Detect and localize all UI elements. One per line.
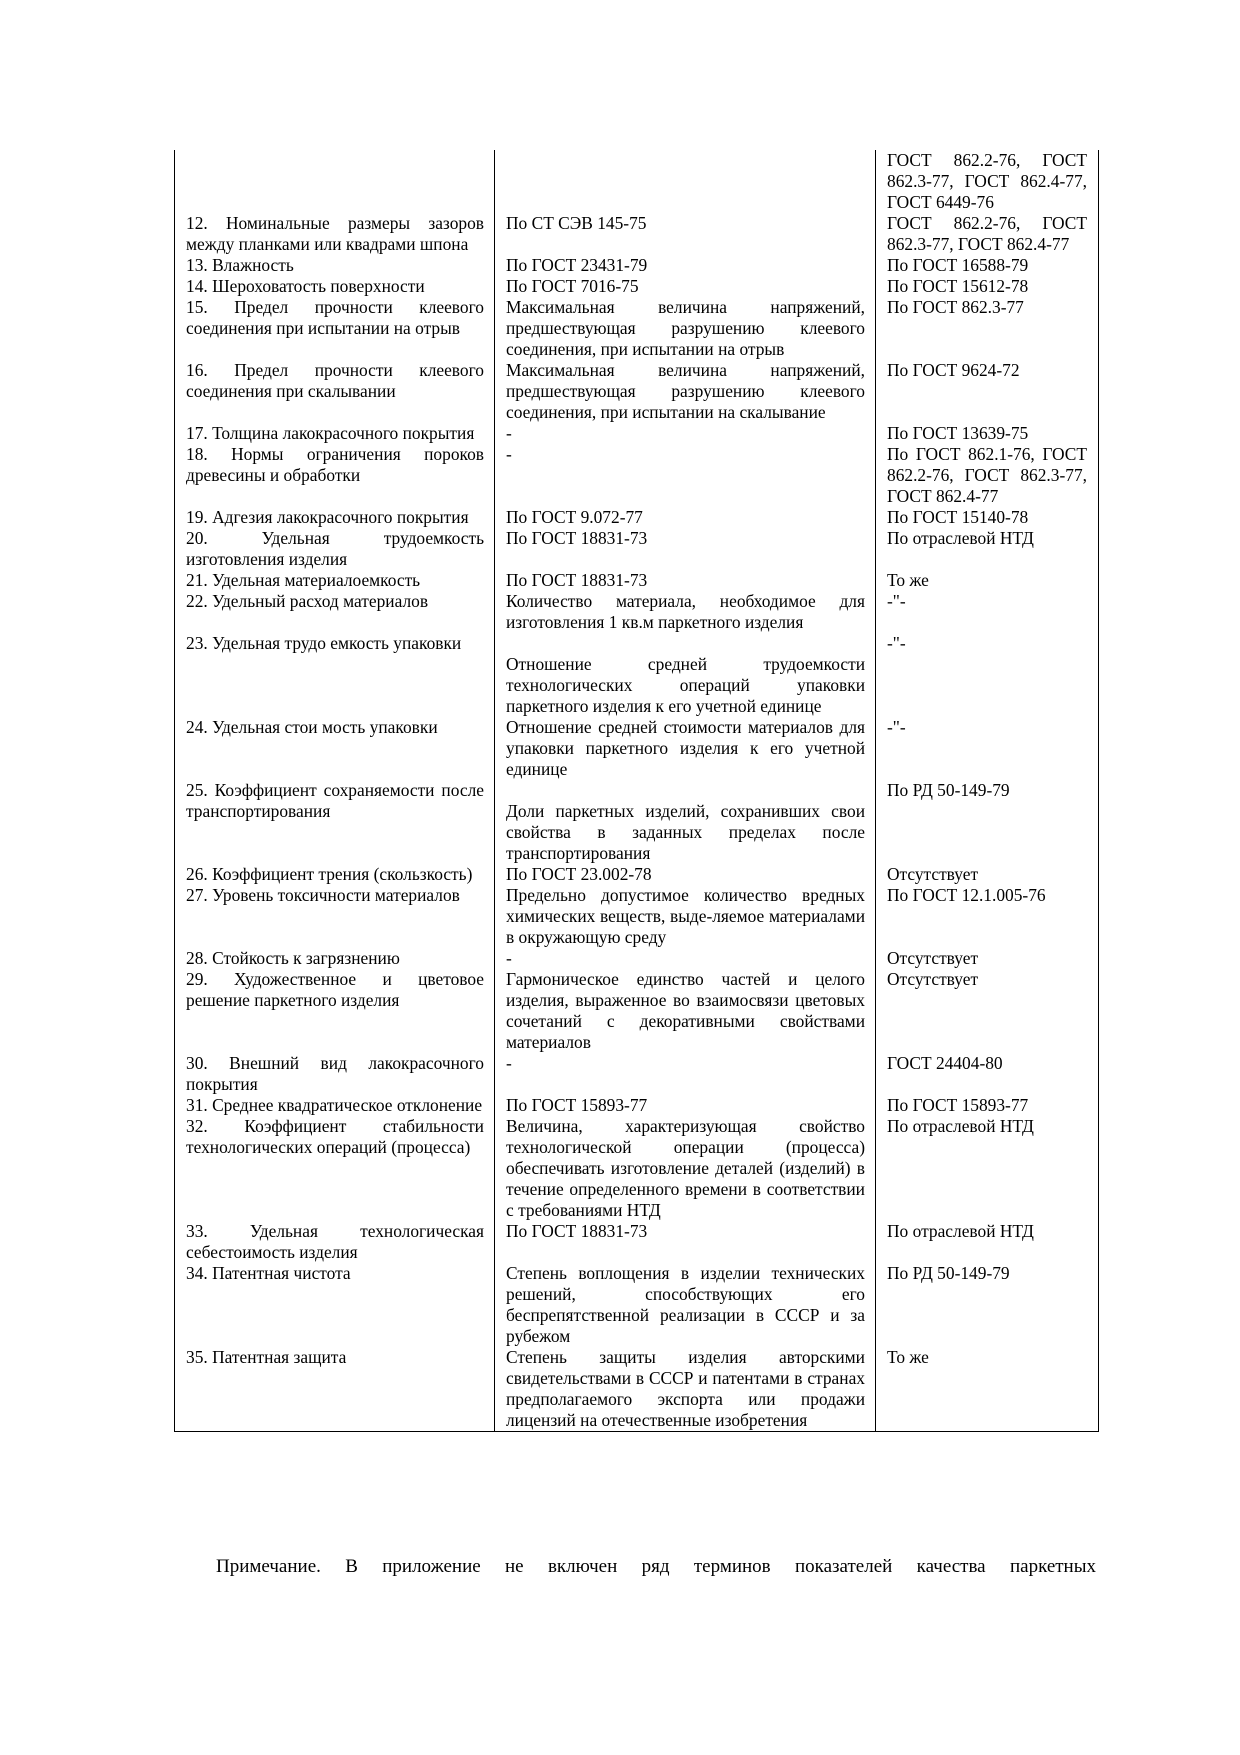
test-method-text: -"-	[887, 591, 906, 611]
table-row	[175, 570, 1099, 591]
indicator-definition-text: По СТ СЭВ 145-75	[506, 213, 647, 233]
table-row	[175, 150, 1099, 213]
test-method-text: По ГОСТ 15140-78	[887, 507, 1029, 527]
indicator-name-text: 21. Удельная материалоемкость	[186, 570, 421, 590]
indicator-name-cell	[175, 864, 495, 885]
indicator-name-cell	[175, 633, 495, 717]
test-method-text: По ГОСТ 15612-78	[887, 276, 1029, 296]
indicator-definition-text: Степень защиты изделия авторскими свидетельствами в СССР и патентами в странах предполагаемого экспорта или продажи лицензий на отечественные изобретения	[506, 1347, 865, 1430]
indicator-definition-cell	[495, 1221, 876, 1263]
indicator-name-text: 28. Стойкость к загрязнению	[186, 948, 400, 968]
indicator-definition-text: Доли паркетных изделий, сохранивших свои свойства в заданных пределах после транспортирования	[506, 801, 865, 863]
test-method-cell	[876, 423, 1099, 444]
indicator-definition-text: По ГОСТ 23.002-78	[506, 864, 652, 884]
test-method-cell	[876, 528, 1099, 570]
test-method-cell	[876, 255, 1099, 276]
table-row	[175, 633, 1099, 717]
indicator-name-cell	[175, 1095, 495, 1116]
indicator-name-cell	[175, 570, 495, 591]
test-method-cell	[876, 1347, 1099, 1432]
test-method-cell	[876, 1053, 1099, 1095]
test-method-cell	[876, 633, 1099, 717]
test-method-text: По ГОСТ 9624-72	[887, 360, 1020, 380]
test-method-cell	[876, 1116, 1099, 1221]
test-method-cell	[876, 969, 1099, 1053]
indicator-definition-cell	[495, 969, 876, 1053]
table-row	[175, 255, 1099, 276]
indicator-name-text: 27. Уровень токсичности материалов	[186, 885, 460, 905]
indicator-name-text: 35. Патентная защита	[186, 1347, 347, 1367]
indicator-name-cell	[175, 717, 495, 780]
indicator-definition-cell	[495, 948, 876, 969]
test-method-cell	[876, 213, 1099, 255]
indicator-name-cell	[175, 1347, 495, 1432]
test-method-cell	[876, 1263, 1099, 1347]
table-row	[175, 1116, 1099, 1221]
indicator-definition-text: -	[506, 948, 512, 968]
table-row	[175, 780, 1099, 864]
footnote: Примечание. В приложение не включен ряд терминов показателей качества паркетных	[216, 1556, 1096, 1577]
table-row	[175, 360, 1099, 423]
test-method-cell	[876, 570, 1099, 591]
indicator-name-cell	[175, 591, 495, 633]
indicator-name-cell	[175, 444, 495, 507]
test-method-cell	[876, 1221, 1099, 1263]
indicator-name-text: 29. Художественное и цветовое решение паркетного изделия	[186, 969, 484, 1010]
test-method-cell	[876, 1095, 1099, 1116]
indicator-name-text: 32. Коэффициент стабильности технологических операций (процесса)	[186, 1116, 484, 1157]
indicator-name-cell	[175, 150, 495, 213]
indicator-definition-text: Отношение средней стоимости материалов для упаковки паркетного изделия к его учетной единице	[506, 717, 865, 779]
indicator-definition-text: Максимальная величина напряжений, предшествующая разрушению клеевого соединения, при испытании на отрыв	[506, 297, 865, 359]
quality-indicators-table	[174, 150, 1099, 1432]
table-row	[175, 948, 1099, 969]
table-row	[175, 213, 1099, 255]
indicator-definition-text: -	[506, 423, 512, 443]
indicator-name-cell	[175, 969, 495, 1053]
test-method-cell	[876, 360, 1099, 423]
test-method-cell	[876, 885, 1099, 948]
test-method-text: По отраслевой НТД	[887, 1116, 1034, 1136]
test-method-text: ГОСТ 862.2-76, ГОСТ 862.3-77, ГОСТ 862.4-77, ГОСТ 6449-76	[887, 150, 1087, 212]
test-method-cell	[876, 276, 1099, 297]
indicator-name-cell	[175, 1221, 495, 1263]
indicator-name-text: 20. Удельная трудоемкость изготовления изделия	[186, 528, 484, 569]
indicator-definition-text: Степень воплощения в изделии технических решений, способствующих его беспрепятственной реализации в СССР и за рубежом	[506, 1263, 865, 1346]
indicator-name-cell	[175, 360, 495, 423]
indicator-definition-cell	[495, 780, 876, 864]
indicator-definition-cell	[495, 360, 876, 423]
indicator-name-text: 33. Удельная технологическая себестоимость изделия	[186, 1221, 484, 1262]
indicator-definition-text: По ГОСТ 23431-79	[506, 255, 648, 275]
table-body	[175, 150, 1099, 1432]
test-method-text: По отраслевой НТД	[887, 1221, 1034, 1241]
test-method-cell	[876, 591, 1099, 633]
table-row	[175, 297, 1099, 360]
table-row	[175, 423, 1099, 444]
table-row	[175, 507, 1099, 528]
indicator-definition-text: По ГОСТ 18831-73	[506, 1221, 648, 1241]
table-row	[175, 1053, 1099, 1095]
indicator-name-text: 15. Предел прочности клеевого соединения при испытании на отрыв	[186, 297, 484, 338]
indicator-name-text: 30. Внешний вид лакокрасочного покрытия	[186, 1053, 484, 1094]
test-method-text: По отраслевой НТД	[887, 528, 1034, 548]
indicator-definition-cell	[495, 276, 876, 297]
indicator-name-text: 31. Среднее квадратическое отклонение	[186, 1095, 483, 1115]
indicator-definition-cell	[495, 1116, 876, 1221]
indicator-name-text: 23. Удельная трудо емкость упаковки	[186, 633, 462, 653]
test-method-text: То же	[887, 570, 929, 590]
test-method-text: По РД 50-149-79	[887, 1263, 1010, 1283]
indicator-name-text: 24. Удельная стои мость упаковки	[186, 717, 438, 737]
indicator-definition-cell	[495, 150, 876, 213]
indicator-name-text: 14. Шероховатость поверхности	[186, 276, 425, 296]
table-row	[175, 528, 1099, 570]
indicator-definition-cell	[495, 591, 876, 633]
indicator-name-text: 16. Предел прочности клеевого соединения при скалывании	[186, 360, 484, 401]
test-method-cell	[876, 444, 1099, 507]
indicator-name-cell	[175, 1116, 495, 1221]
indicator-definition-cell	[495, 1095, 876, 1116]
indicator-name-text: 18. Нормы ограничения пороков древесины и обработки	[186, 444, 484, 485]
indicator-definition-text: Величина, характеризующая свойство технологической операции (процесса) обеспечивать изготовление деталей (изделий) в течение определенного времени в соответствии с требованиями НТД	[506, 1116, 865, 1220]
indicator-definition-text: Отношение средней трудоемкости технологических операций упаковки паркетного изделия к его учетной единице	[506, 654, 865, 716]
indicator-definition-cell	[495, 297, 876, 360]
table-row	[175, 864, 1099, 885]
test-method-cell	[876, 717, 1099, 780]
indicator-definition-text: По ГОСТ 7016-75	[506, 276, 639, 296]
table-row	[175, 885, 1099, 948]
indicator-definition-cell	[495, 1053, 876, 1095]
test-method-cell	[876, 948, 1099, 969]
indicator-name-text: 12. Номинальные размеры зазоров между планками или квадрами шпона	[186, 213, 484, 254]
test-method-text: По ГОСТ 12.1.005-76	[887, 885, 1046, 905]
indicator-definition-text: Гармоническое единство частей и целого изделия, выраженное во взаимосвязи цветовых сочетаний с декоративными свойствами материалов	[506, 969, 865, 1052]
test-method-text: По ГОСТ 16588-79	[887, 255, 1029, 275]
indicator-name-cell	[175, 1263, 495, 1347]
table-row	[175, 969, 1099, 1053]
test-method-text: ГОСТ 24404-80	[887, 1053, 1003, 1073]
table-row	[175, 591, 1099, 633]
indicator-name-text: 13. Влажность	[186, 255, 294, 275]
table-row	[175, 444, 1099, 507]
indicator-definition-cell	[495, 507, 876, 528]
indicator-name-text: 19. Адгезия лакокрасочного покрытия	[186, 507, 469, 527]
indicator-name-cell	[175, 528, 495, 570]
test-method-text: -"-	[887, 717, 906, 737]
test-method-text: По ГОСТ 15893-77	[887, 1095, 1029, 1115]
test-method-cell	[876, 297, 1099, 360]
indicator-name-text: 25. Коэффициент сохраняемости после транспортирования	[186, 780, 484, 821]
indicator-definition-text: Количество материала, необходимое для изготовления 1 кв.м паркетного изделия	[506, 591, 865, 632]
indicator-definition-cell	[495, 717, 876, 780]
indicator-definition-cell	[495, 1347, 876, 1432]
indicator-definition-cell	[495, 1263, 876, 1347]
indicator-definition-cell	[495, 885, 876, 948]
indicator-name-cell	[175, 507, 495, 528]
test-method-text: Отсутствует	[887, 948, 979, 968]
test-method-cell	[876, 780, 1099, 864]
indicator-name-cell	[175, 213, 495, 255]
indicator-definition-text: -	[506, 1053, 512, 1073]
indicator-name-text: 17. Толщина лакокрасочного покрытия	[186, 423, 475, 443]
indicator-definition-text: По ГОСТ 15893-77	[506, 1095, 648, 1115]
indicator-name-cell	[175, 297, 495, 360]
indicator-definition-cell	[495, 864, 876, 885]
indicator-name-cell	[175, 423, 495, 444]
indicator-name-text: 34. Патентная чистота	[186, 1263, 351, 1283]
table-row	[175, 717, 1099, 780]
indicator-definition-cell	[495, 570, 876, 591]
indicator-definition-text: По ГОСТ 18831-73	[506, 528, 648, 548]
indicator-name-cell	[175, 276, 495, 297]
indicator-name-cell	[175, 948, 495, 969]
indicator-name-text: 26. Коэффициент трения (скользкость)	[186, 864, 473, 884]
indicator-definition-cell	[495, 213, 876, 255]
indicator-name-cell	[175, 780, 495, 864]
table-row	[175, 1263, 1099, 1347]
indicator-name-text: 22. Удельный расход материалов	[186, 591, 429, 611]
indicator-definition-text: По ГОСТ 18831-73	[506, 570, 648, 590]
test-method-text: ГОСТ 862.2-76, ГОСТ 862.3-77, ГОСТ 862.4-77	[887, 213, 1087, 254]
test-method-text: -"-	[887, 633, 906, 653]
indicator-name-cell	[175, 1053, 495, 1095]
indicator-definition-text: Максимальная величина напряжений, предшествующая разрушению клеевого соединения, при испытании на скалывание	[506, 360, 865, 422]
indicator-definition-text: По ГОСТ 9.072-77	[506, 507, 643, 527]
indicator-definition-text: -	[506, 444, 512, 464]
table-row	[175, 1347, 1099, 1432]
indicator-name-cell	[175, 255, 495, 276]
indicator-definition-cell	[495, 528, 876, 570]
test-method-cell	[876, 150, 1099, 213]
indicator-name-cell	[175, 885, 495, 948]
test-method-text: Отсутствует	[887, 969, 979, 989]
indicator-definition-cell	[495, 255, 876, 276]
test-method-cell	[876, 507, 1099, 528]
indicator-definition-cell	[495, 633, 876, 717]
test-method-text: По ГОСТ 862.3-77	[887, 297, 1024, 317]
test-method-text: По ГОСТ 862.1-76, ГОСТ 862.2-76, ГОСТ 862.3-77, ГОСТ 862.4-77	[887, 444, 1087, 506]
table-row	[175, 276, 1099, 297]
indicator-definition-cell	[495, 423, 876, 444]
indicator-definition-text: Предельно допустимое количество вредных химических веществ, выде-ляемое материалами в окружающую среду	[506, 885, 865, 947]
test-method-text: То же	[887, 1347, 929, 1367]
indicator-definition-cell	[495, 444, 876, 507]
table-row	[175, 1095, 1099, 1116]
test-method-text: Отсутствует	[887, 864, 979, 884]
table-row	[175, 1221, 1099, 1263]
test-method-cell	[876, 864, 1099, 885]
test-method-text: По ГОСТ 13639-75	[887, 423, 1029, 443]
test-method-text: По РД 50-149-79	[887, 780, 1010, 800]
